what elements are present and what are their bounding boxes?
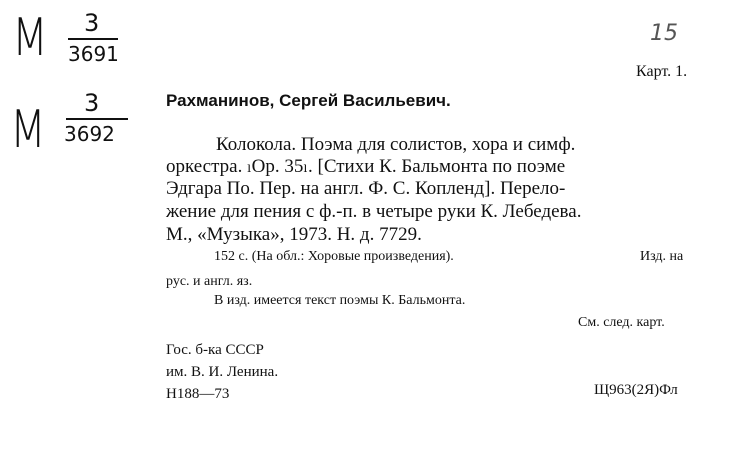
language-note: Изд. на <box>640 249 684 264</box>
description-line: оркестра. ₗОр. 35ₗ. [Стихи К. Бальмонта по поэме <box>166 156 566 177</box>
extent-note: 152 с. (На обл.: Хоровые произведения). <box>214 249 454 264</box>
shelfmark-denominator: 3691 <box>68 42 119 66</box>
classification-code: Щ963(2Я)Фл <box>594 382 678 398</box>
shelfmark-letter: М <box>12 8 48 68</box>
text-note: В изд. имеется текст поэмы К. Бальмонта. <box>214 293 466 308</box>
shelfmark-numerator: 3 <box>84 9 100 37</box>
author-heading: Рахманинов, Сергей Васильевич. <box>166 91 451 110</box>
shelfmark-denominator: 3692 <box>64 122 115 146</box>
shelfmark-fraction-line <box>66 118 128 120</box>
description-line: Эдгара По. Пер. на англ. Ф. С. Копленд]. Перело- <box>166 178 566 199</box>
shelfmark-letter: М <box>10 100 46 160</box>
shelfmark-fraction-line <box>68 38 118 40</box>
description-line: М., «Музыка», 1973. Н. д. 7729. <box>166 224 422 245</box>
corner-handwritten-mark: 15 <box>650 21 678 46</box>
card-number: Н188—73 <box>166 386 230 402</box>
library-name: Гос. б-ка СССР <box>166 342 264 358</box>
shelfmark-numerator: 3 <box>84 89 100 117</box>
library-name-continued: им. В. И. Ленина. <box>166 364 279 380</box>
description-line: жение для пения с ф.-п. в четыре руки К. Лебедева. <box>166 201 582 222</box>
description-line: Колокола. Поэма для солистов, хора и симф. <box>216 134 576 155</box>
continued-note: См. след. карт. <box>578 315 665 330</box>
language-note-continued: рус. и англ. яз. <box>166 274 253 289</box>
card-label: Карт. 1. <box>636 63 688 80</box>
